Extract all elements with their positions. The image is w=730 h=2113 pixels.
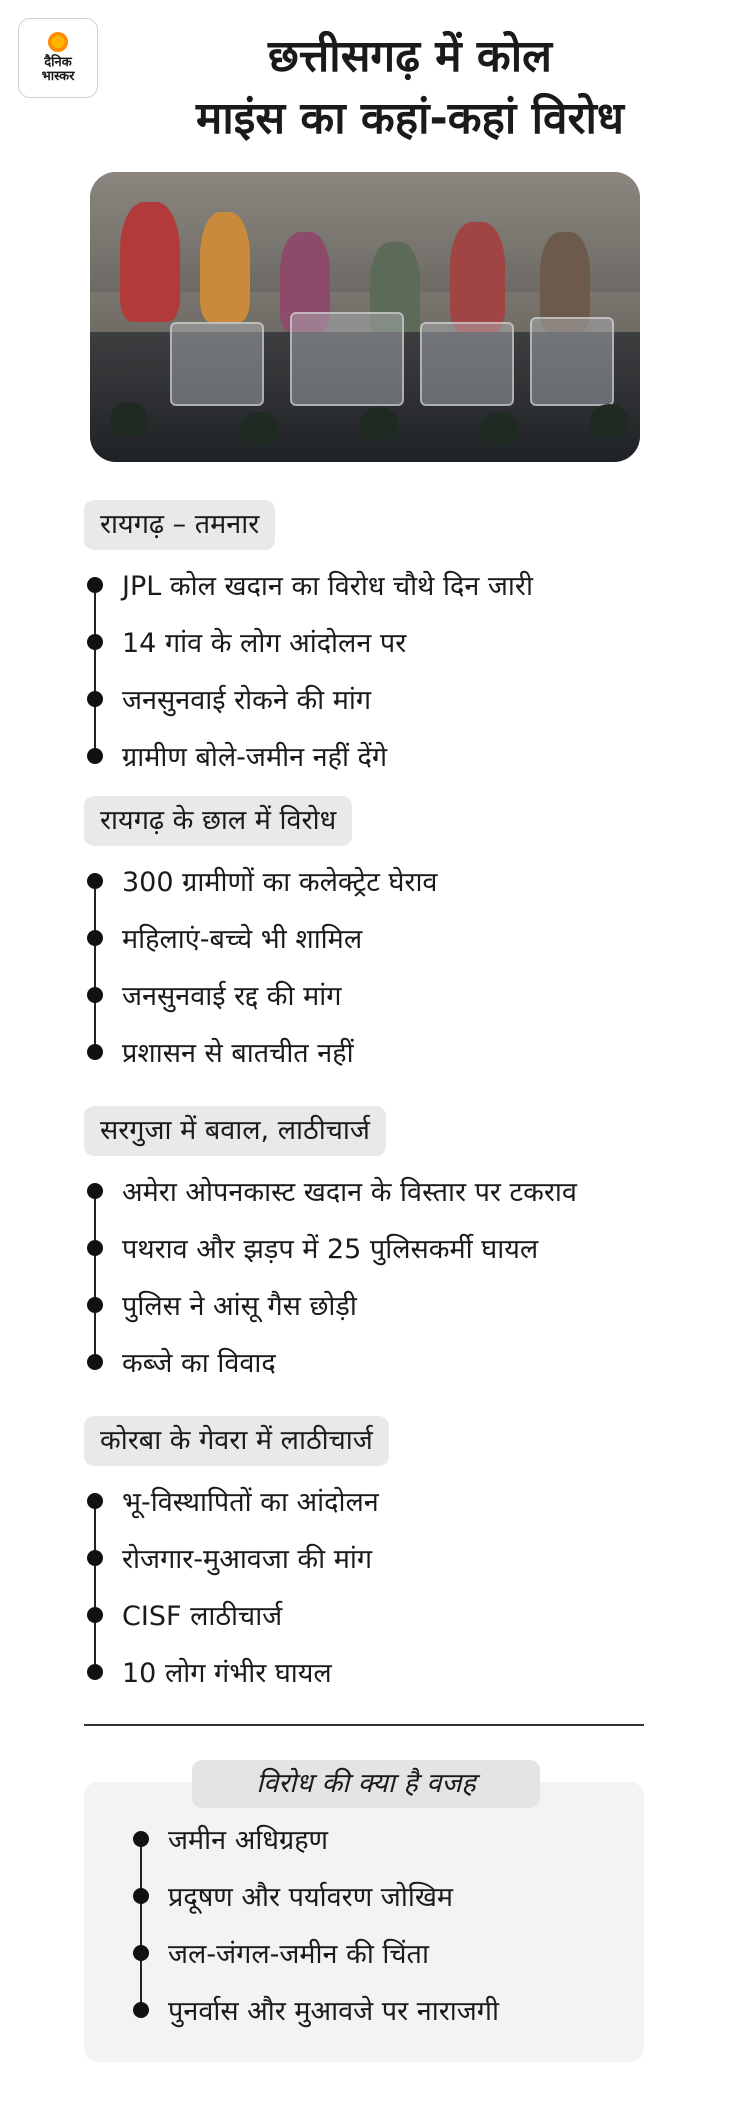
bullet-dot-icon (87, 987, 103, 1003)
title-line1: छत्तीसगढ़ में कोल (268, 31, 552, 82)
bullet-list (84, 852, 674, 1080)
protest-photo (90, 172, 640, 462)
logo-text-line2: भास्कर (41, 69, 75, 84)
logo-text-line1: दैनिक (44, 55, 72, 70)
bullet-dot-icon (87, 1240, 103, 1256)
list-item: पथराव और झड़प में 25 पुलिसकर्मी घायल (84, 1219, 674, 1276)
bullet-dot-icon (87, 873, 103, 889)
bullet-dot-icon (133, 2002, 149, 2018)
bullet-dot-icon (87, 577, 103, 593)
reasons-heading: विरोध की क्या है वजह (192, 1760, 540, 1808)
bullet-dot-icon (87, 748, 103, 764)
divider (84, 1724, 644, 1726)
list-item: JPL कोल खदान का विरोध चौथे दिन जारी (84, 556, 674, 613)
list-item: जमीन अधिग्रहण (130, 1810, 630, 1867)
section-raigarh-tamnar (84, 500, 674, 784)
list-item: अमेरा ओपनकास्ट खदान के विस्तार पर टकराव (84, 1162, 674, 1219)
list-item: 10 लोग गंभीर घायल (84, 1643, 674, 1700)
page-title (110, 26, 710, 150)
bullet-dot-icon (133, 1888, 149, 1904)
section-korba-gevra (84, 1416, 674, 1700)
section-raigarh-chhal (84, 796, 674, 1080)
header (0, 0, 730, 160)
list-item: पुलिस ने आंसू गैस छोड़ी (84, 1276, 674, 1333)
bullet-dot-icon (133, 1831, 149, 1847)
bullet-dot-icon (87, 1297, 103, 1313)
list-item: 14 गांव के लोग आंदोलन पर (84, 613, 674, 670)
title-line2: माइंस का कहां-कहां विरोध (196, 93, 624, 144)
section-heading: रायगढ़ के छाल में विरोध (84, 796, 352, 846)
reasons-list (130, 1810, 630, 2038)
sun-icon (48, 32, 68, 52)
section-heading: कोरबा के गेवरा में लाठीचार्ज (84, 1416, 389, 1466)
dainik-bhaskar-logo[interactable] (18, 18, 98, 98)
bullet-dot-icon (87, 634, 103, 650)
list-item: कब्जे का विवाद (84, 1333, 674, 1390)
bullet-dot-icon (87, 1550, 103, 1566)
bullet-list (84, 1162, 674, 1390)
bullet-dot-icon (87, 1354, 103, 1370)
section-surguja (84, 1106, 674, 1390)
section-heading: सरगुजा में बवाल, लाठीचार्ज (84, 1106, 386, 1156)
bullet-dot-icon (87, 1183, 103, 1199)
section-heading: रायगढ़ – तमनार (84, 500, 275, 550)
list-item: ग्रामीण बोले-जमीन नहीं देंगे (84, 727, 674, 784)
list-item: महिलाएं-बच्चे भी शामिल (84, 909, 674, 966)
list-item: CISF लाठीचार्ज (84, 1586, 674, 1643)
list-item: भू-विस्थापितों का आंदोलन (84, 1472, 674, 1529)
bullet-dot-icon (87, 1044, 103, 1060)
list-item: जनसुनवाई रोकने की मांग (84, 670, 674, 727)
list-item: प्रशासन से बातचीत नहीं (84, 1023, 674, 1080)
bullet-dot-icon (87, 930, 103, 946)
bullet-list (84, 1472, 674, 1700)
bullet-dot-icon (87, 1607, 103, 1623)
list-item: पुनर्वास और मुआवजे पर नाराजगी (130, 1981, 630, 2038)
list-item: 300 ग्रामीणों का कलेक्ट्रेट घेराव (84, 852, 674, 909)
bullet-dot-icon (87, 691, 103, 707)
list-item: जल-जंगल-जमीन की चिंता (130, 1924, 630, 1981)
bullet-dot-icon (87, 1664, 103, 1680)
list-item: जनसुनवाई रद्द की मांग (84, 966, 674, 1023)
bullet-list (84, 556, 674, 784)
bullet-dot-icon (133, 1945, 149, 1961)
list-item: प्रदूषण और पर्यावरण जोखिम (130, 1867, 630, 1924)
bullet-dot-icon (87, 1493, 103, 1509)
list-item: रोजगार-मुआवजा की मांग (84, 1529, 674, 1586)
